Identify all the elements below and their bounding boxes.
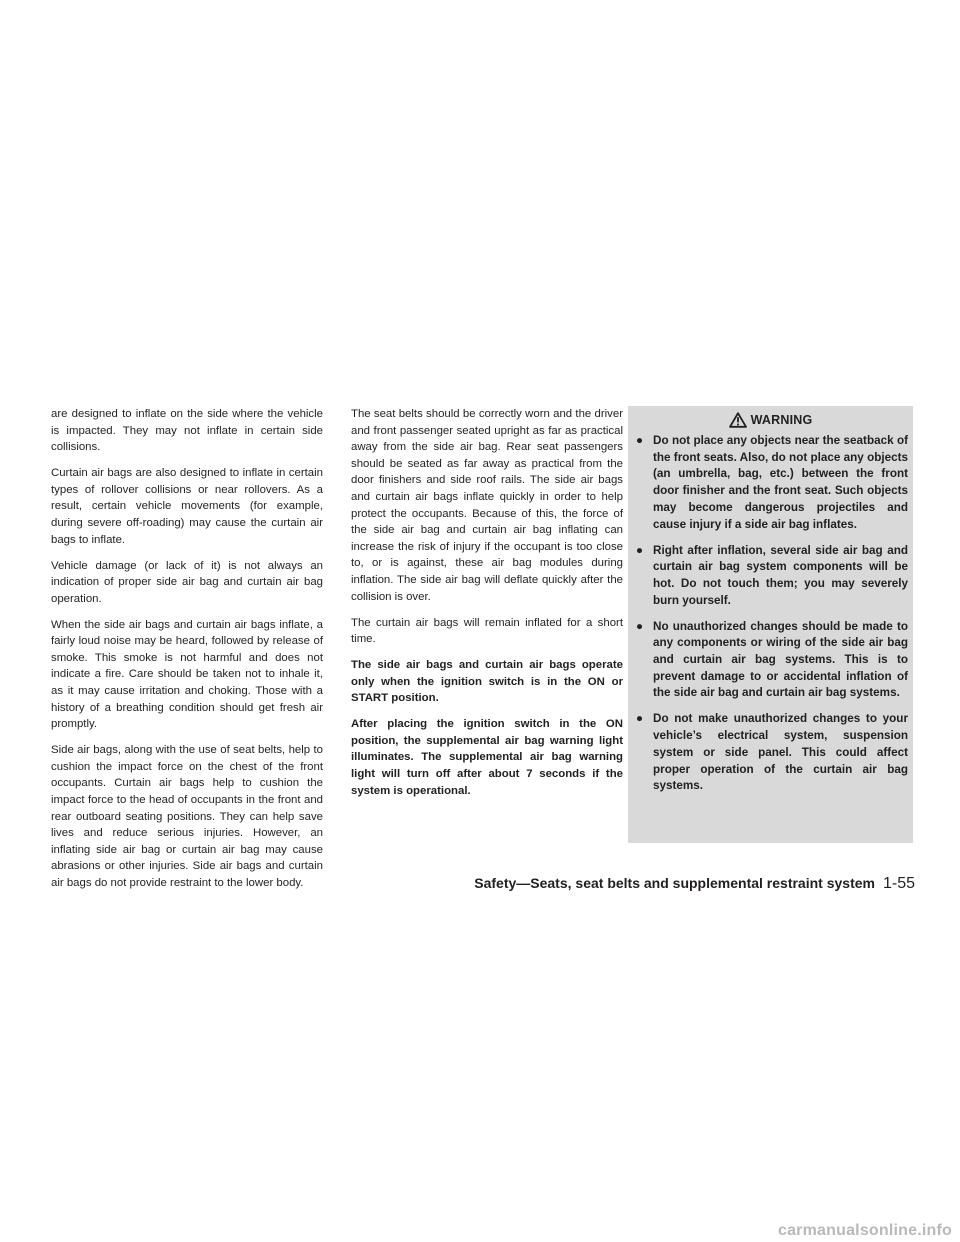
warning-list bbox=[628, 433, 913, 795]
warning-item-text: Right after inflation, several side air bag and curtain air bag system components will be hot. Do not touch them; you may severely burn yourself. bbox=[653, 543, 908, 607]
bullet-icon: ● bbox=[636, 712, 644, 726]
warning-item bbox=[636, 433, 908, 533]
warning-item-text: Do not make unauthorized changes to your vehicle’s electrical system, suspension system or side panel. This could affect proper operation of the curtain air bag systems. bbox=[653, 712, 908, 793]
bullet-icon: ● bbox=[636, 543, 644, 557]
page-footer bbox=[455, 875, 915, 893]
warning-triangle-icon bbox=[729, 412, 747, 428]
page-number: 1-55 bbox=[882, 875, 915, 892]
bold-paragraph: After placing the ignition switch in the ON position, the supplemental air bag warning light illuminates. The supplemental air bag warning light will turn off after about 7 seconds if the system is operational. bbox=[351, 718, 623, 797]
text-column-left bbox=[51, 406, 323, 901]
paragraph: are designed to inflate on the side where the vehicle is impacted. They may not inflate in certain side collisions. bbox=[51, 408, 323, 454]
text-column-middle bbox=[351, 406, 623, 809]
paragraph: When the side air bags and curtain air bags inflate, a fairly loud noise may be heard, followed by release of smoke. This smoke is not harmful and does not indicate a fire. Care should be taken not to inhale it, as it may cause irritation and choking. Those with a history of a breathing condition should get fresh air promptly. bbox=[51, 618, 323, 731]
paragraph: Side air bags, along with the use of seat belts, help to cushion the impact force on the chest of the front occupants. Curtain air bags help to cushion the impact force to the head of occupants in the front and rear outboard seating positions. They can help save lives and reduce serious injuries. However, an inflating side air bag or curtain air bag may cause abrasions or other injuries. Side air bags and curtain air bags do not provide restraint to the lower body. bbox=[51, 744, 323, 889]
warning-box bbox=[628, 406, 913, 843]
warning-heading bbox=[628, 406, 913, 433]
warning-item-text: No unauthorized changes should be made to any components or wiring of the side air bag and curtain air bag systems. This is to prevent damage to or accidental inflation of the side air bag and curtain air bag systems. bbox=[653, 619, 908, 700]
paragraph: Curtain air bags are also designed to inflate in certain types of rollover collisions or near rollovers. As a result, certain vehicle movements (for example, during severe off-roading) may cause the curtain air bags to inflate. bbox=[51, 467, 323, 546]
paragraph: The seat belts should be correctly worn and the driver and front passenger seated upright as far as practical away from the side air bag. Rear seat passengers should be seated as far away as practical from the door finishers and side roof rails. The side air bags and curtain air bags inflate quickly in order to help protect the occupants. Because of this, the force of the side air bag and curtain air bag inflating can increase the risk of injury if the occupant is too close to, or is against, these air bag modules during inflation. The side air bag will deflate quickly after the collision is over. bbox=[351, 408, 623, 603]
warning-title: WARNING bbox=[750, 412, 813, 427]
warning-item bbox=[636, 619, 908, 703]
watermark: carmanualsonline.info bbox=[777, 1222, 952, 1239]
paragraph: Vehicle damage (or lack of it) is not always an indication of proper side air bag and curtain air bag operation. bbox=[51, 559, 323, 605]
warning-item bbox=[636, 543, 908, 610]
section-title: Safety—Seats, seat belts and supplemental restraint system bbox=[474, 875, 875, 891]
bold-paragraph: The side air bags and curtain air bags operate only when the ignition switch is in the ON or START position. bbox=[351, 659, 623, 705]
bullet-icon: ● bbox=[636, 434, 644, 447]
bullet-icon: ● bbox=[636, 619, 644, 633]
warning-item bbox=[636, 711, 908, 795]
warning-item-text: Do not place any objects near the seatback of the front seats. Also, do not place any objects (an umbrella, bag, etc.) between the front door finisher and the front seat. Such objects may become dangerous projectiles and cause injury if a side air bag inflates. bbox=[653, 434, 908, 531]
paragraph: The curtain air bags will remain inflated for a short time. bbox=[351, 616, 623, 646]
